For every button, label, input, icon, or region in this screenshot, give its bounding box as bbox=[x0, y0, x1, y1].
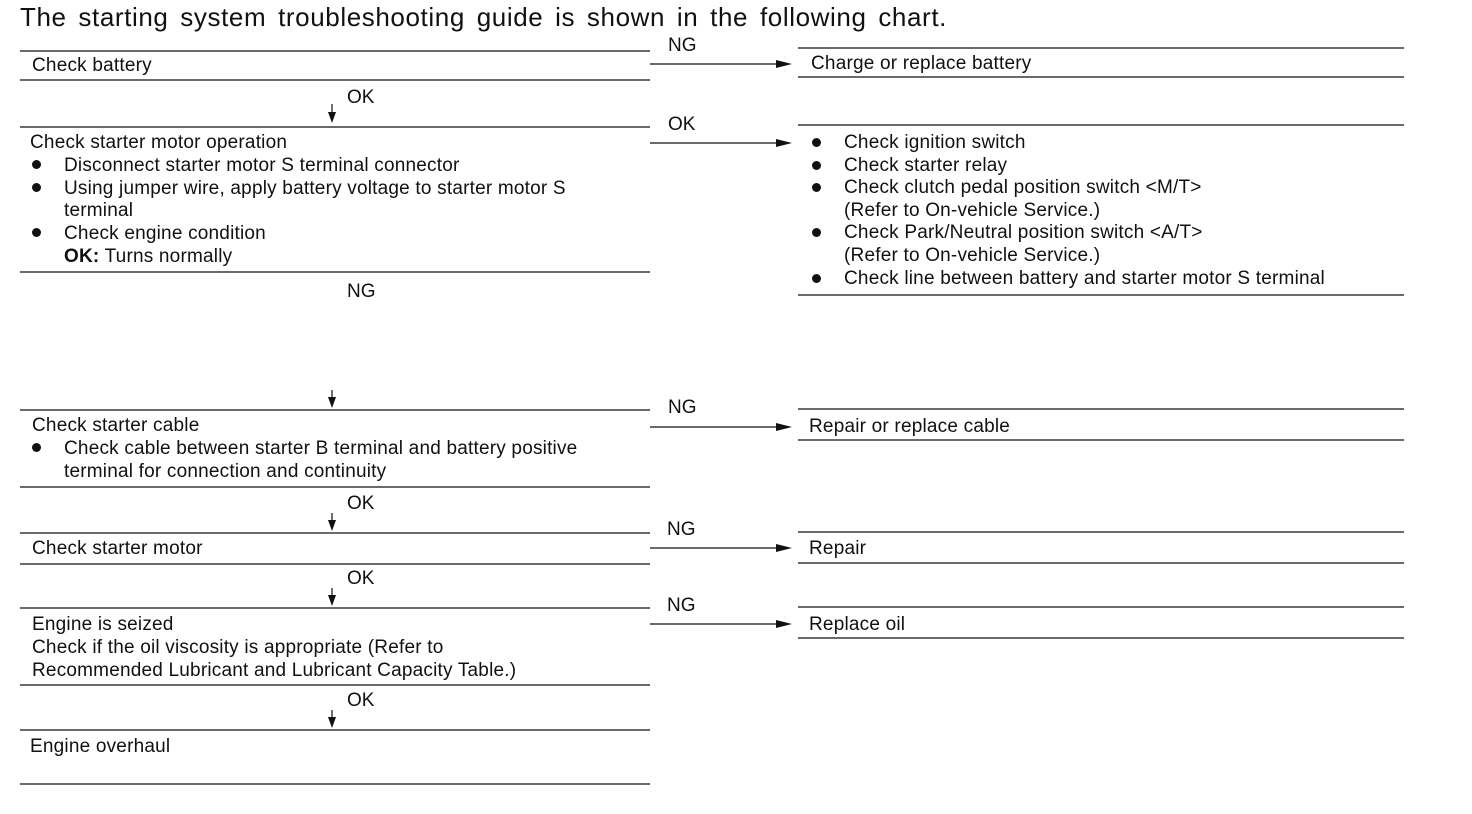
step-item-continued: terminal bbox=[64, 200, 134, 221]
result-check-item: Check starter relay bbox=[844, 155, 1008, 176]
bullet-dot bbox=[812, 228, 821, 237]
step-engine-seized: Engine is seized bbox=[32, 614, 174, 635]
step-check-starter-motor-operation: Check starter motor operation bbox=[30, 132, 288, 153]
right-arrow-head bbox=[776, 544, 792, 552]
step-engine-seized-detail: Check if the oil viscosity is appropriate (Refer to bbox=[32, 637, 444, 658]
result-replace-oil: Replace oil bbox=[809, 614, 906, 635]
result-check-note: (Refer to On-vehicle Service.) bbox=[844, 200, 1101, 221]
result-repair-replace-cable: Repair or replace cable bbox=[809, 416, 1011, 437]
step-engine-seized-detail: Recommended Lubricant and Lubricant Capacity Table.) bbox=[32, 660, 517, 681]
ok-condition-label: OK: bbox=[64, 246, 100, 267]
ng-label: NG bbox=[668, 35, 697, 56]
step-item: Check engine condition bbox=[64, 223, 266, 244]
step-engine-overhaul: Engine overhaul bbox=[30, 736, 171, 757]
right-arrow-head bbox=[776, 620, 792, 628]
down-arrow-head bbox=[328, 595, 336, 606]
bullet-dot bbox=[812, 138, 821, 147]
bullet-dot bbox=[812, 161, 821, 170]
down-arrow-head bbox=[328, 717, 336, 728]
bullet-dot bbox=[32, 183, 41, 192]
chart-title: The starting system troubleshooting guide is shown in the following chart. bbox=[20, 2, 947, 32]
step-item: Check cable between starter B terminal and battery positive bbox=[64, 438, 578, 459]
ok-label: OK bbox=[347, 493, 375, 514]
ok-condition-text: Turns normally bbox=[104, 246, 233, 267]
right-arrow-head bbox=[776, 139, 792, 147]
bullet-dot bbox=[32, 443, 41, 452]
result-check-item: Check line between battery and starter motor S terminal bbox=[844, 268, 1325, 289]
right-arrow-head bbox=[776, 423, 792, 431]
down-arrow-head bbox=[328, 397, 336, 408]
bullet-dot bbox=[812, 183, 821, 192]
bullet-dot bbox=[32, 228, 41, 237]
ok-condition bbox=[64, 245, 232, 268]
ng-label: NG bbox=[347, 281, 376, 302]
down-arrow-head bbox=[328, 112, 336, 123]
right-arrow-head bbox=[776, 60, 792, 68]
step-check-starter-cable: Check starter cable bbox=[32, 415, 200, 436]
ok-label: OK bbox=[347, 87, 375, 108]
result-check-note: (Refer to On-vehicle Service.) bbox=[844, 245, 1101, 266]
ng-label: NG bbox=[667, 519, 696, 540]
result-repair: Repair bbox=[809, 538, 867, 559]
ok-label: OK bbox=[668, 114, 696, 135]
ok-label: OK bbox=[347, 568, 375, 589]
step-check-battery: Check battery bbox=[32, 55, 152, 76]
step-item-continued: terminal for connection and continuity bbox=[64, 461, 387, 482]
down-arrow-head bbox=[328, 520, 336, 531]
bullet-dot bbox=[32, 160, 41, 169]
ng-label: NG bbox=[668, 397, 697, 418]
step-check-starter-motor: Check starter motor bbox=[32, 538, 203, 559]
bullet-dot bbox=[812, 274, 821, 283]
step-item: Disconnect starter motor S terminal connector bbox=[64, 155, 460, 176]
result-check-item: Check clutch pedal position switch <M/T> bbox=[844, 177, 1202, 198]
ng-label: NG bbox=[667, 595, 696, 616]
result-charge-replace-battery: Charge or replace battery bbox=[811, 53, 1032, 74]
result-check-item: Check Park/Neutral position switch <A/T> bbox=[844, 222, 1203, 243]
ok-label: OK bbox=[347, 690, 375, 711]
result-check-item: Check ignition switch bbox=[844, 132, 1026, 153]
step-item: Using jumper wire, apply battery voltage to starter motor S bbox=[64, 178, 566, 199]
